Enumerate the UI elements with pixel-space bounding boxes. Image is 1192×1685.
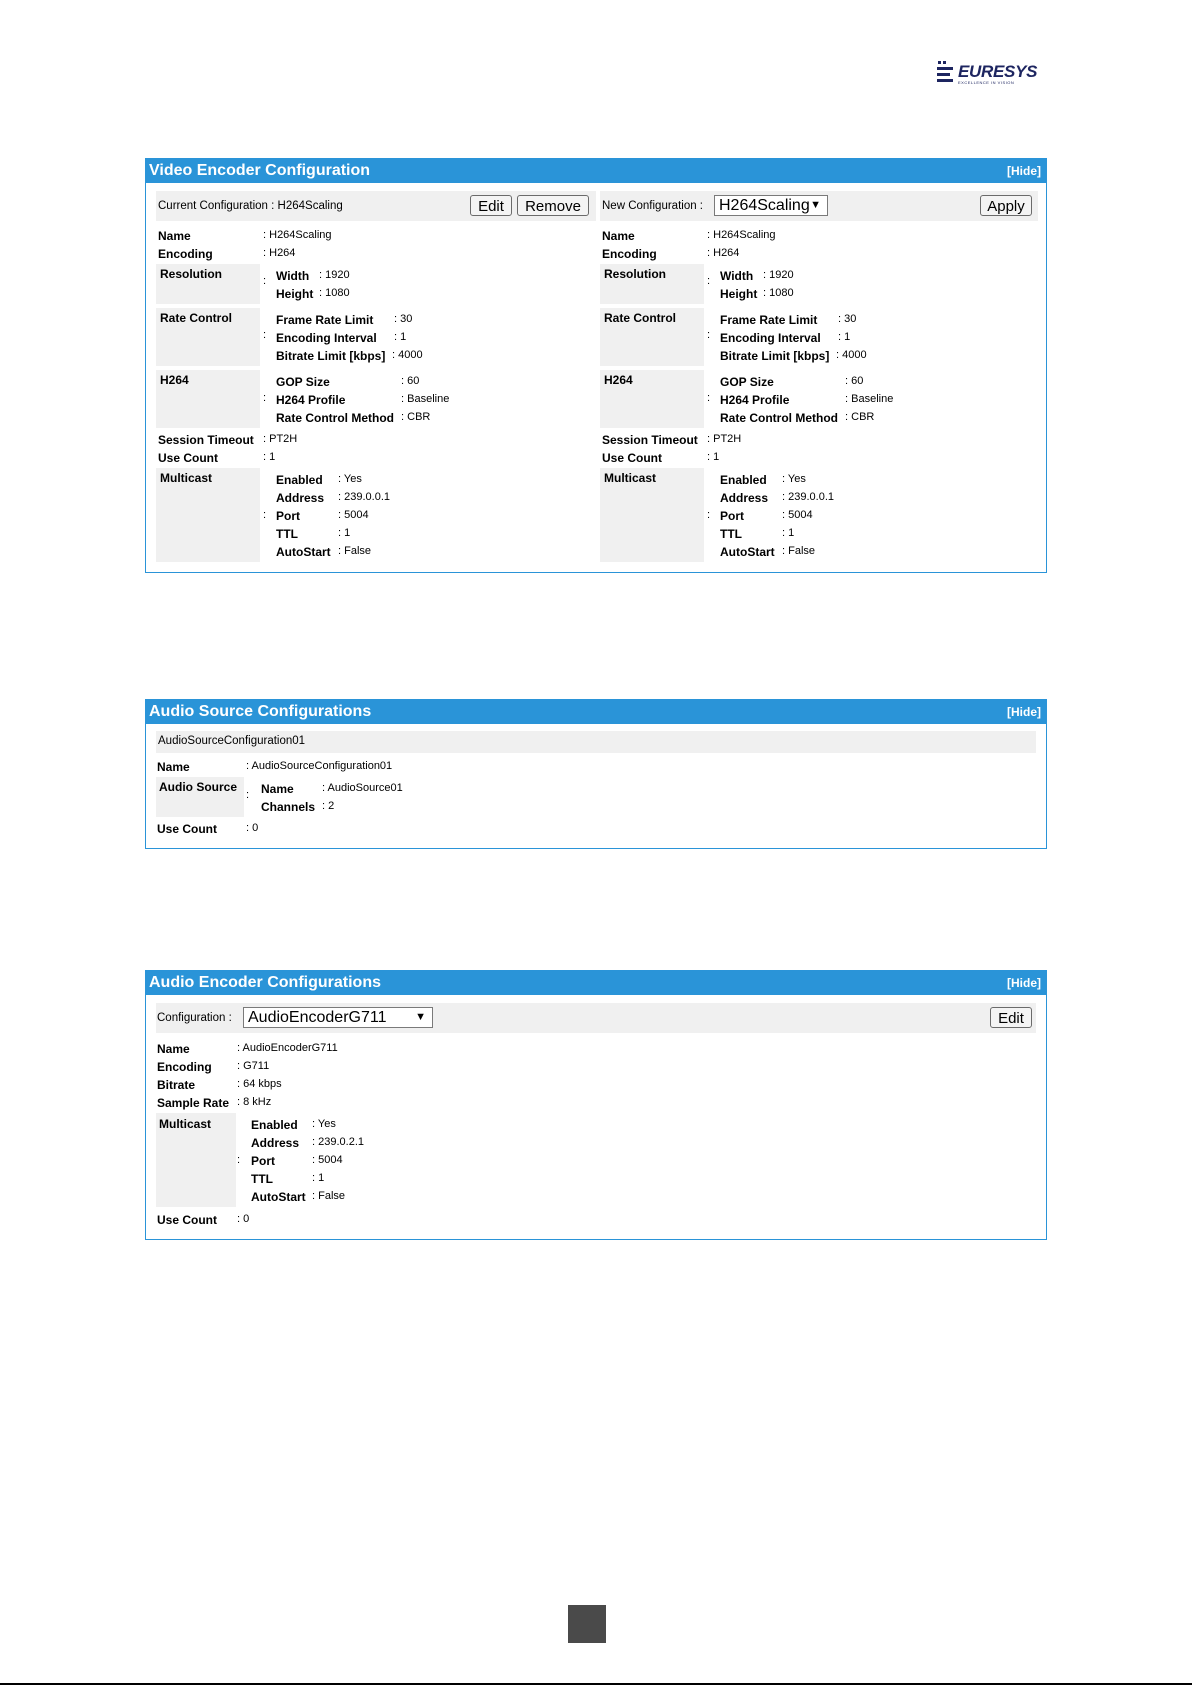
sub-value: : False — [782, 545, 816, 557]
field-key: Use Count — [157, 822, 217, 836]
sub-key: Height — [720, 287, 758, 301]
sub-key: TTL — [276, 527, 298, 541]
audio-source-config-name: AudioSourceConfiguration01 — [158, 735, 306, 747]
new-config-label: New Configuration : — [602, 200, 703, 212]
audio-encoder-header — [146, 971, 1046, 995]
sub-key: Rate Control Method — [720, 411, 838, 425]
field-value: : 64 kbps — [237, 1078, 282, 1090]
hide-link[interactable]: [Hide] — [1007, 164, 1041, 178]
field-key: Audio Source — [159, 780, 238, 794]
field-value: : AudioEncoderG711 — [237, 1042, 338, 1054]
field-value: : PT2H — [263, 433, 298, 445]
sub-value: : 1 — [338, 527, 351, 539]
sub-value: : Baseline — [845, 393, 894, 405]
logo-mark-icon — [936, 59, 956, 85]
sub-key: Encoding Interval — [276, 331, 377, 345]
field-key: Session Timeout — [602, 433, 698, 447]
field-key: Use Count — [158, 451, 218, 465]
sub-value: : 5004 — [782, 509, 813, 521]
sub-key: TTL — [720, 527, 742, 541]
panel-title: Video Encoder Configuration — [149, 162, 371, 179]
sub-key: Width — [276, 269, 310, 283]
field-value: : 1 — [707, 451, 720, 463]
euresys-logo — [936, 57, 1046, 87]
audio-encoder-select[interactable]: AudioEncoderG711 ▼ — [243, 1007, 433, 1028]
audio-encoder-config-bar — [156, 1003, 1036, 1033]
field-value: : H264 — [263, 247, 296, 259]
sub-key: Frame Rate Limit — [276, 313, 374, 327]
field-value: : PT2H — [707, 433, 742, 445]
field-key: Resolution — [160, 267, 222, 281]
new-config-select[interactable]: H264Scaling ▼ — [714, 195, 828, 216]
current-config-details: Name : H264Scaling Encoding : H264 Resolution : Width : 1920 Height : 1080 Rate Control : Frame Rate Limit : 30 Encoding Interval : 1 Bitrate Limit [kbps] : 4000 H264 : GOP Size : 60 H264 Profile : Baseline Rate Control Method : CBR Session Timeout : PT2H Use Count : 1 Multicast : Enabled : Yes Address : 239.0.0.1 Port : 5004 TTL : 1 AutoStart : False — [146, 159, 596, 574]
sub-key: AutoStart — [720, 545, 775, 559]
sub-value: : Baseline — [401, 393, 450, 405]
sub-value: : 1 — [394, 331, 407, 343]
field-key: Encoding — [157, 1060, 212, 1074]
sub-value: : 5004 — [338, 509, 369, 521]
hide-link[interactable]: [Hide] — [1007, 976, 1041, 990]
sub-value: : Yes — [338, 473, 362, 485]
field-value: : 1 — [263, 451, 276, 463]
sub-key: AutoStart — [251, 1190, 306, 1204]
field-key: H264 — [604, 373, 633, 387]
sub-key: Name — [261, 782, 294, 796]
sub-key: Port — [276, 509, 300, 523]
sub-value: : 239.0.2.1 — [312, 1136, 364, 1148]
audio-source-config-bar — [156, 731, 1036, 753]
config-label: Configuration : — [157, 1012, 232, 1024]
sub-key: Rate Control Method — [276, 411, 394, 425]
remove-button[interactable]: Remove — [517, 195, 589, 216]
audio-source-panel: Audio Source Configurations [Hide] AudioSourceConfiguration01 Name : AudioSourceConfiguration01 Audio Source : Name : AudioSource01 Channels : 2 Use Count : 0 — [145, 699, 1047, 849]
sub-key: Channels — [261, 800, 316, 814]
sub-key: Address — [276, 491, 325, 505]
field-value: : 8 kHz — [237, 1096, 272, 1108]
field-key: H264 — [160, 373, 189, 387]
sub-value: : 60 — [845, 375, 864, 387]
field-key: Bitrate — [157, 1078, 196, 1092]
panel-title: Audio Source Configurations — [149, 703, 372, 720]
edit-button[interactable]: Edit — [990, 1007, 1032, 1028]
field-value: : G711 — [237, 1060, 270, 1072]
chevron-down-icon: ▼ — [415, 1011, 426, 1023]
field-key: Sample Rate — [157, 1096, 230, 1110]
field-value: : H264Scaling — [263, 229, 332, 241]
sub-value: : 1 — [838, 331, 851, 343]
sub-key: AutoStart — [276, 545, 331, 559]
field-value: : 0 — [237, 1213, 250, 1225]
sub-key: Address — [251, 1136, 300, 1150]
sub-value: : 30 — [838, 313, 857, 325]
sub-key: Port — [720, 509, 744, 523]
sub-value: : 5004 — [312, 1154, 343, 1166]
field-key: Encoding — [602, 247, 657, 261]
field-key: Name — [157, 760, 190, 774]
sub-key: Enabled — [720, 473, 767, 487]
field-value: : AudioSourceConfiguration01 — [246, 760, 393, 772]
sub-key: TTL — [251, 1172, 273, 1186]
sub-value: : CBR — [401, 411, 431, 423]
sub-key: Enabled — [276, 473, 323, 487]
sub-value: : False — [338, 545, 372, 557]
sub-value: : CBR — [845, 411, 875, 423]
sub-key: Frame Rate Limit — [720, 313, 818, 327]
field-key: Name — [157, 1042, 190, 1056]
field-key: Multicast — [604, 471, 657, 485]
sub-key: GOP Size — [276, 375, 330, 389]
field-value: : 0 — [246, 822, 259, 834]
sub-key: H264 Profile — [720, 393, 790, 407]
sub-key: Bitrate Limit [kbps] — [720, 349, 830, 363]
field-key: Rate Control — [160, 311, 232, 325]
sub-key: Encoding Interval — [720, 331, 821, 345]
sub-key: Port — [251, 1154, 275, 1168]
sub-key: Height — [276, 287, 314, 301]
field-key: Session Timeout — [158, 433, 254, 447]
field-key: Resolution — [604, 267, 666, 281]
field-value: : H264Scaling — [707, 229, 776, 241]
apply-button[interactable]: Apply — [980, 195, 1032, 216]
sub-value: : 4000 — [392, 349, 423, 361]
sub-value: : Yes — [782, 473, 806, 485]
sub-value: : 1080 — [319, 287, 350, 299]
sub-value: : 1920 — [763, 269, 794, 281]
sub-value: : Yes — [312, 1118, 336, 1130]
sub-value: : 4000 — [836, 349, 867, 361]
field-key: Multicast — [159, 1117, 212, 1131]
sub-key: Width — [720, 269, 754, 283]
video-encoder-panel — [145, 158, 1047, 573]
sub-value: : 30 — [394, 313, 413, 325]
page-number-box — [568, 1605, 606, 1643]
sub-value: : 60 — [401, 375, 420, 387]
sub-value: : 1080 — [763, 287, 794, 299]
sub-value: : 1 — [782, 527, 795, 539]
sub-value: : False — [312, 1190, 346, 1202]
sub-key: Address — [720, 491, 769, 505]
panel-title: Audio Encoder Configurations — [149, 974, 381, 991]
field-key: Use Count — [602, 451, 662, 465]
sub-value: : 239.0.0.1 — [338, 491, 390, 503]
sub-value: : 1920 — [319, 269, 350, 281]
sub-value: : 1 — [312, 1172, 325, 1184]
field-key: Encoding — [158, 247, 213, 261]
field-key: Rate Control — [604, 311, 676, 325]
field-key: Use Count — [157, 1213, 217, 1227]
edit-button[interactable]: Edit — [470, 195, 512, 216]
field-key: Name — [602, 229, 635, 243]
brand-tagline: EXCELLENCE IN VISION — [958, 80, 1015, 85]
chevron-down-icon: ▼ — [810, 199, 821, 211]
sub-value: : AudioSource01 — [322, 782, 403, 794]
sub-value: : 2 — [322, 800, 335, 812]
brand-name: EURESYS — [958, 62, 1038, 81]
field-key: Multicast — [160, 471, 213, 485]
sub-key: Bitrate Limit [kbps] — [276, 349, 386, 363]
sub-key: Enabled — [251, 1118, 298, 1132]
sub-key: H264 Profile — [276, 393, 346, 407]
sub-value: : 239.0.0.1 — [782, 491, 834, 503]
audio-source-header — [146, 700, 1046, 724]
new-config-details: Name : H264Scaling Encoding : H264 Resolution : Width : 1920 Height : 1080 Rate Control : Frame Rate Limit : 30 Encoding Interval : 1 Bitrate Limit [kbps] : 4000 H264 : GOP Size : 60 H264 Profile : Baseline Rate Control Method : CBR Session Timeout : PT2H Use Count : 1 Multicast : Enabled : Yes Address : 239.0.0.1 Port : 5004 TTL : 1 AutoStart : False — [590, 159, 1040, 574]
current-config-label: Current Configuration : H264Scaling — [158, 200, 343, 212]
audio-encoder-panel: Audio Encoder Configurations [Hide] Configuration : AudioEncoderG711 ▼ Edit Name : AudioEncoderG711 Encoding : G711 Bitrate : 64 kbps Sample Rate : 8 kHz Multicast : Enabled : Yes Address : 239.0.2.1 Port : 5004 TTL : 1 AutoStart : False Use Count : 0 — [145, 970, 1047, 1240]
field-key: Name — [158, 229, 191, 243]
sub-key: GOP Size — [720, 375, 774, 389]
hide-link[interactable]: [Hide] — [1007, 705, 1041, 719]
field-value: : H264 — [707, 247, 740, 259]
